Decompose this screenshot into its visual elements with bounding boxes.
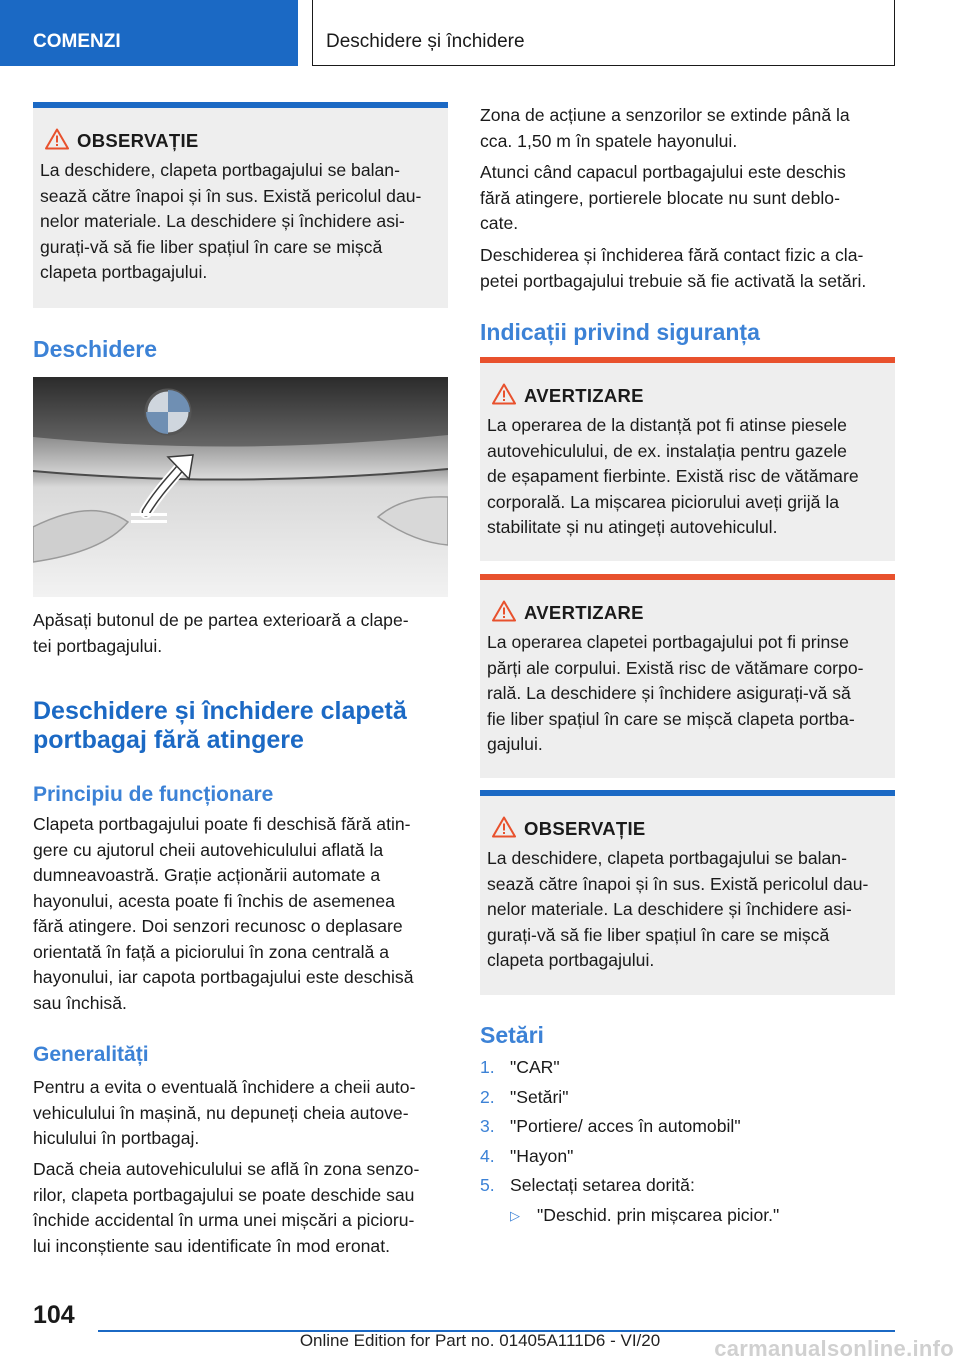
general-text-2: Dacă cheia autovehiculului se află în zona senzo- rilor, clapeta portbagajului se poate deschide sau închide accidental în urma unei mișcări a picioru- lui inconștiente sau identificate în mod eronat. <box>33 1159 420 1256</box>
heading-general: Generalități <box>33 1043 149 1066</box>
note-text: La deschidere, clapeta portbagajului se balan- sează către înapoi și în sus. Există pericolul dau- nelor materiale. La deschidere și închidere asi- gurați-vă să fie liber spațiul în care se mișcă clapeta portbagajului. <box>40 160 422 282</box>
warning-title: AVERTIZARE <box>524 602 644 623</box>
sub-step: ▷ "Deschid. prin mișcarea picior." <box>480 1201 779 1231</box>
warning-triangle-icon <box>492 383 516 405</box>
note-box <box>480 790 895 995</box>
page-number: 104 <box>33 1301 75 1329</box>
warning-text: La operarea clapetei portbagajului pot fi prinse părți ale corpului. Există risc de vătămare corpo- rală. La deschidere și închidere asigurați-vă să fie liber spațiul în care se mișcă clapeta portba- gajului. <box>487 632 864 754</box>
warning-heading <box>487 600 888 630</box>
warning-title: AVERTIZARE <box>524 385 644 406</box>
list-item: 1. "CAR" <box>480 1057 560 1077</box>
list-item: 3. "Portiere/ acces în automobil" <box>480 1116 741 1136</box>
list-item: 2. "Setări" <box>480 1086 569 1107</box>
general-text-1: Pentru a evita o eventuală închidere a cheii auto- vehiculului în mașină, nu depuneți cheia autove- hiculului în portbagaj. <box>33 1077 416 1148</box>
sensor-range-text: Zona de acțiune a senzorilor se extinde până la cca. 1,50 m în spatele hayonului. <box>480 105 850 151</box>
warning-triangle-icon <box>492 600 516 622</box>
list-item: 4. "Hayon" <box>480 1145 574 1166</box>
note-title: OBSERVAȚIE <box>524 818 646 839</box>
heading-settings: Setări <box>480 1022 544 1048</box>
note-heading <box>40 128 441 158</box>
warning-box-2 <box>480 574 895 778</box>
note-text: La deschidere, clapeta portbagajului se balan- sează către înapoi și în sus. Există pericolul dau- nelor materiale. La deschidere și închidere asi- gurați-vă să fie liber spațiul în care se mișcă clapeta portbagajului. <box>487 848 869 970</box>
heading-safety: Indicații privind siguranța <box>480 319 760 345</box>
warning-triangle-icon <box>492 816 516 838</box>
photo-caption: Apăsați butonul de pe partea exterioară a clape- tei portbagajului. <box>33 610 409 656</box>
warning-heading <box>487 383 888 413</box>
page-title: Deschidere și închidere <box>312 0 895 66</box>
warning-box-1 <box>480 357 895 561</box>
watermark: carmanualsonline.info <box>714 1336 954 1361</box>
note-title: OBSERVAȚIE <box>77 130 199 151</box>
warning-triangle-icon <box>45 128 69 150</box>
note-heading <box>487 816 888 846</box>
doors-text: Atunci când capacul portbagajului este deschis fără atingere, portierele blocate nu sunt deblo- cate. <box>480 162 846 233</box>
list-item: 5. Selectați setarea dorită: <box>480 1175 695 1195</box>
heading-deschidere: Deschidere <box>33 336 158 362</box>
section-tab[interactable]: COMENZI <box>0 0 298 66</box>
heading-touchless: Deschidere și închidere clapetă portbagaj fără atingere <box>33 697 407 754</box>
heading-principle: Principiu de funcționare <box>33 783 274 806</box>
activation-text: Deschiderea și închiderea fără contact fizic a cla- petei portbagajului trebuie să fie activată la setări. <box>480 245 867 291</box>
note-box <box>33 102 448 308</box>
footer-edition: Online Edition for Part no. 01405A111D6 - VI/20 <box>299 1331 661 1350</box>
principle-text: Clapeta portbagajului poate fi deschisă fără atin- gere cu ajutorul cheii autovehiculului aflată la dumneavoastră. Grație acționării automate a hayonului, acesta poate fi închis de asemenea fără atingere. Doi senzori recunosc o deplasare orientată în față a piciorului în zona centrală a hayonului, iar capota portbagajului este deschisă sau închisă. <box>33 814 414 1013</box>
tailgate-photo <box>33 377 448 597</box>
triangle-right-icon: ▷ <box>510 1207 520 1223</box>
warning-text: La operarea de la distanță pot fi atinse piesele autovehiculului, de ex. instalația pentru gazele de eșapament fierbinte. Există risc de vătămare corporală. La mișcarea piciorului aveți grijă la stabilitate și nu atingeți autovehiculul. <box>487 415 859 537</box>
tailgate-button-illustration <box>33 377 448 597</box>
settings-steps <box>480 1053 779 1230</box>
